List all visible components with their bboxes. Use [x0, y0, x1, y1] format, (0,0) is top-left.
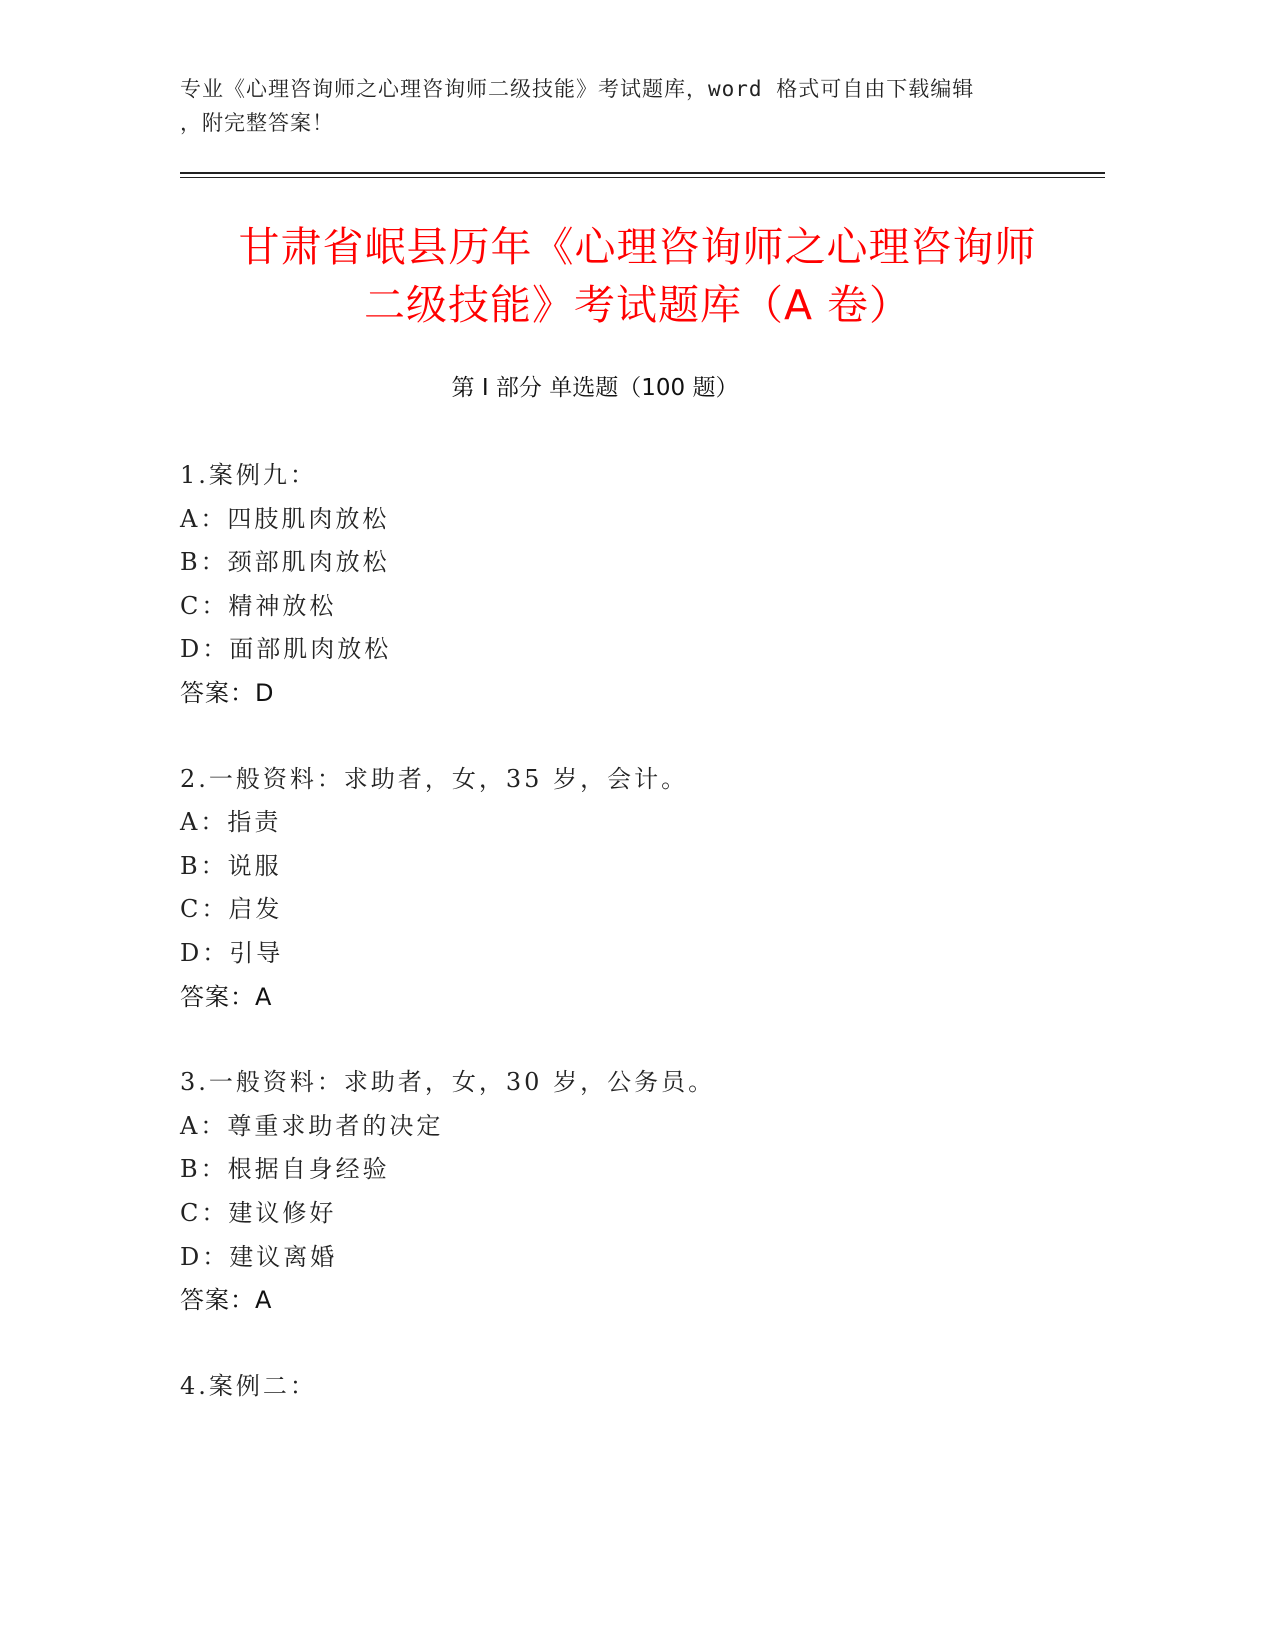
header-note-line-1: 专业《心理咨询师之心理咨询师二级技能》考试题库，word 格式可自由下载编辑: [180, 77, 975, 101]
document-title-line-1: 甘肃省岷县历年《心理咨询师之心理咨询师: [238, 223, 1037, 271]
header-divider-thick: [180, 172, 1105, 174]
option-c: C：建议修好: [180, 1198, 337, 1227]
option-c: C：精神放松: [180, 591, 337, 620]
document-title-line-2: 二级技能》考试题库（A 卷）: [363, 281, 912, 329]
option-c: C：启发: [180, 895, 283, 924]
question-stem: 1.案例九：: [180, 461, 317, 489]
option-b: B：说服: [180, 851, 282, 880]
option-d: D：引导: [180, 938, 284, 967]
question-2: [180, 758, 1080, 1020]
question-stem: 3.一般资料：求助者，女，30 岁，公务员。: [180, 1068, 716, 1097]
header-divider-thin: [180, 177, 1105, 178]
question-4: [180, 1365, 1080, 1409]
option-d: D：面部肌肉放松: [180, 635, 392, 664]
answer-line: 答案：A: [180, 982, 273, 1011]
question-stem: 2.一般资料：求助者，女，35 岁，会计。: [180, 764, 689, 793]
option-a: A：尊重求助者的决定: [180, 1111, 444, 1140]
option-a: A：指责: [180, 808, 282, 837]
answer-line: 答案：D: [180, 678, 275, 707]
document-title: [150, 218, 1125, 334]
header-note-line-2: ，附完整答案！: [180, 111, 334, 135]
question-1: [180, 454, 1080, 716]
question-list: [180, 454, 1080, 1450]
option-b: B：颈部肌肉放松: [180, 548, 390, 577]
question-stem: 4.案例二：: [180, 1371, 317, 1400]
option-d: D：建议离婚: [180, 1242, 338, 1271]
header-note: [180, 72, 1060, 140]
answer-line: 答案：A: [180, 1286, 273, 1315]
option-b: B：根据自身经验: [180, 1155, 390, 1184]
question-3: [180, 1061, 1080, 1323]
option-a: A：四肢肌肉放松: [180, 504, 390, 533]
section-heading: 第 I 部分 单选题（100 题）: [451, 375, 739, 401]
